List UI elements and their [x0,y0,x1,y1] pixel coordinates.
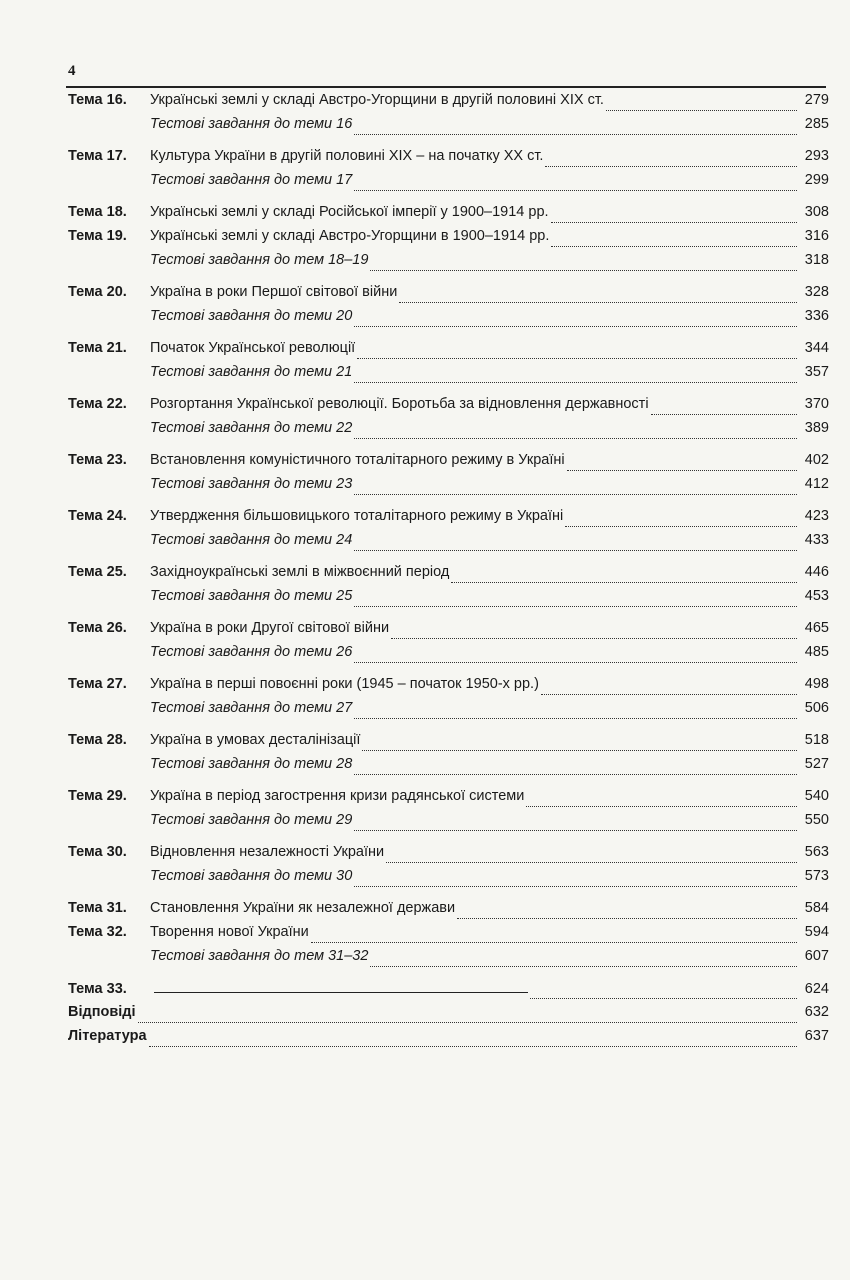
toc-test-entry[interactable] [66,756,829,780]
toc-page-number: 293 [804,148,829,164]
toc-entry-title: Тестові завдання до теми 24 [150,532,353,548]
toc-page-number: 344 [804,340,829,356]
toc-test-entry[interactable] [66,700,829,724]
toc-entry-title: Встановлення комуністичного тоталітарного режиму в Україні [150,452,565,468]
page-number: 4 [68,63,76,79]
toc-entry-title: Тестові завдання до теми 29 [150,812,353,828]
toc-page-number: 389 [804,420,829,436]
toc-entry[interactable] [66,980,829,1004]
toc-entry-title: Творення нової України [150,924,309,940]
toc-test-entry[interactable] [66,868,829,892]
toc-entry-label: Тема 25. [68,564,127,580]
dot-leader [370,966,797,967]
toc-entry[interactable] [66,1028,829,1052]
dot-leader [541,694,797,695]
toc-test-entry[interactable] [66,532,829,556]
dot-leader [551,246,797,247]
toc-entry-title: Культура України в другій половині XIX – на початку XX ст. [150,148,544,164]
toc-entry-label: Тема 16. [68,92,127,108]
dot-leader [354,550,797,551]
toc-page-number: 433 [804,532,829,548]
toc-page-number: 328 [804,284,829,300]
dot-leader [354,190,797,191]
toc-page-number: 412 [804,476,829,492]
toc-page-number: 550 [804,812,829,828]
toc-entry-title: Тестові завдання до теми 21 [150,364,353,380]
toc-entry[interactable] [66,788,829,812]
toc-page-number: 370 [804,396,829,412]
toc-page-number: 316 [804,228,829,244]
toc-entry-title: Розгортання Української революції. Боротьба за відновлення державності [150,396,649,412]
toc-entry[interactable] [66,732,829,756]
toc-entry-label: Тема 22. [68,396,127,412]
toc-entry-label: Література [68,1028,147,1044]
toc-page-number: 632 [804,1004,829,1020]
toc-entry-title: Тестові завдання до теми 30 [150,868,353,884]
dot-leader [138,1022,798,1023]
toc-entry-title: Тестові завдання до теми 22 [150,420,353,436]
dot-leader [530,998,797,999]
toc-test-entry[interactable] [66,420,829,444]
dot-leader [606,110,797,111]
toc-page-number: 594 [804,924,829,940]
toc-entry-title: Початок Української революції [150,340,356,356]
toc-page-number: 336 [804,308,829,324]
toc-entry[interactable] [66,228,829,252]
toc-entry-title: Українські землі у складі Австро-Угорщини в другій половині XIX ст. [150,92,604,108]
dot-leader [551,222,797,223]
toc-entry-title: Тестові завдання до тем 18–19 [150,252,369,268]
toc-entry[interactable] [66,844,829,868]
toc-entry-title: Тестові завдання до теми 23 [150,476,353,492]
toc-page-number: 573 [804,868,829,884]
header-rule [66,86,826,88]
toc-entry[interactable] [66,676,829,700]
dot-leader [399,302,797,303]
toc-entry[interactable] [66,924,829,948]
toc-page-number: 446 [804,564,829,580]
toc-entry-label: Тема 21. [68,340,127,356]
dot-leader [354,438,797,439]
toc-entry-title: Утвердження більшовицького тоталітарного режиму в Україні [150,508,564,524]
toc-entry[interactable] [66,396,829,420]
toc-entry[interactable] [66,92,829,116]
toc-entry-label: Тема 31. [68,900,127,916]
dot-leader [354,382,797,383]
dot-leader [370,270,797,271]
toc-entry-title: Україна в роки Другої світової війни [150,620,390,636]
toc-entry-title: Україна в перші повоєнні роки (1945 – початок 1950-х рр.) [150,676,539,692]
toc-entry-label: Тема 27. [68,676,127,692]
dot-leader [354,886,797,887]
toc-entry[interactable] [66,452,829,476]
toc-entry-title: Західноукраїнські землі в міжвоєнний період [150,564,450,580]
toc-entry[interactable] [66,900,829,924]
toc-page-number: 637 [804,1028,829,1044]
toc-entry-title: Тестові завдання до теми 27 [150,700,353,716]
dot-leader [354,830,797,831]
toc-test-entry[interactable] [66,116,829,140]
dot-leader [565,526,797,527]
toc-page-number: 624 [804,981,829,997]
toc-entry-label: Тема 29. [68,788,127,804]
toc-entry-title: Тестові завдання до теми 28 [150,756,353,772]
toc-entry-label: Тема 17. [68,148,127,164]
dot-leader [354,494,797,495]
toc-page-number: 607 [804,948,829,964]
toc-page-number: 299 [804,172,829,188]
dot-leader [311,942,797,943]
toc-entry-label: Тема 18. [68,204,127,220]
toc-entry-title: Україна в період загострення кризи радянської системи [150,788,525,804]
dot-leader [457,918,797,919]
toc-page-number: 584 [804,900,829,916]
table-of-contents [66,92,829,1052]
dot-leader [651,414,797,415]
dot-leader [567,470,797,471]
dot-leader [386,862,797,863]
toc-entry-label: Тема 23. [68,452,127,468]
toc-entry-title: Тестові завдання до теми 17 [150,172,353,188]
dot-leader [354,134,797,135]
toc-entry[interactable] [66,340,829,364]
toc-entry-title: Відновлення незалежності України [150,844,385,860]
toc-entry-label: Тема 33. [68,981,127,997]
toc-entry-title: Тестові завдання до теми 26 [150,644,353,660]
toc-entry-label: Тема 19. [68,228,127,244]
toc-page-number: 357 [804,364,829,380]
toc-entry-title: Україна в роки Першої світової війни [150,284,398,300]
toc-page-number: 285 [804,116,829,132]
dot-leader [354,326,797,327]
toc-page-number: 308 [804,204,829,220]
toc-page-number: 465 [804,620,829,636]
toc-page-number: 527 [804,756,829,772]
toc-test-entry[interactable] [66,308,829,332]
toc-page-number: 423 [804,508,829,524]
toc-entry-label: Тема 24. [68,508,127,524]
toc-entry[interactable] [66,564,829,588]
toc-entry-title: Тестові завдання до теми 20 [150,308,353,324]
toc-entry[interactable] [66,1004,829,1028]
dot-leader [545,166,797,167]
dot-leader [451,582,797,583]
toc-test-entry[interactable] [66,364,829,388]
dot-leader [354,606,797,607]
dot-leader [149,1046,797,1047]
toc-entry[interactable] [66,148,829,172]
toc-entry-title: Українські землі у складі Російської імперії у 1900–1914 рр. [150,204,549,220]
dot-leader [354,662,797,663]
toc-page-number: 563 [804,844,829,860]
toc-entry[interactable] [66,284,829,308]
toc-test-entry[interactable] [66,476,829,500]
dot-leader [354,718,797,719]
toc-entry[interactable] [66,508,829,532]
dot-leader [357,358,797,359]
toc-page-number: 506 [804,700,829,716]
toc-test-entry[interactable] [66,812,829,836]
toc-test-entry[interactable] [66,948,829,972]
toc-page-number: 279 [804,92,829,108]
toc-page-number: 318 [804,252,829,268]
dot-leader [362,750,797,751]
toc-entry[interactable] [66,204,829,228]
toc-page-number: 540 [804,788,829,804]
toc-entry-title: Тестові завдання до теми 25 [150,588,353,604]
toc-entry-label: Відповіді [68,1004,136,1020]
toc-page-number: 518 [804,732,829,748]
toc-entry-title: Україна в умовах десталінізації [150,732,361,748]
toc-entry[interactable] [66,620,829,644]
toc-test-entry[interactable] [66,644,829,668]
toc-entry-title: Становлення України як незалежної держави [150,900,456,916]
toc-page-number: 485 [804,644,829,660]
dot-leader [526,806,797,807]
toc-test-entry[interactable] [66,172,829,196]
toc-entry-label: Тема 20. [68,284,127,300]
toc-entry-label: Тема 32. [68,924,127,940]
toc-test-entry[interactable] [66,252,829,276]
toc-entry-label: Тема 26. [68,620,127,636]
toc-page-number: 402 [804,452,829,468]
toc-entry-title: Тестові завдання до теми 16 [150,116,353,132]
toc-entry-label: Тема 28. [68,732,127,748]
toc-entry-title: Українські землі у складі Австро-Угорщини в 1900–1914 рр. [150,228,550,244]
toc-page-number: 498 [804,676,829,692]
blank-title-line [154,980,528,993]
toc-entry-title: Тестові завдання до тем 31–32 [150,948,369,964]
toc-page-number: 453 [804,588,829,604]
dot-leader [391,638,797,639]
toc-test-entry[interactable] [66,588,829,612]
toc-entry-label: Тема 30. [68,844,127,860]
dot-leader [354,774,797,775]
